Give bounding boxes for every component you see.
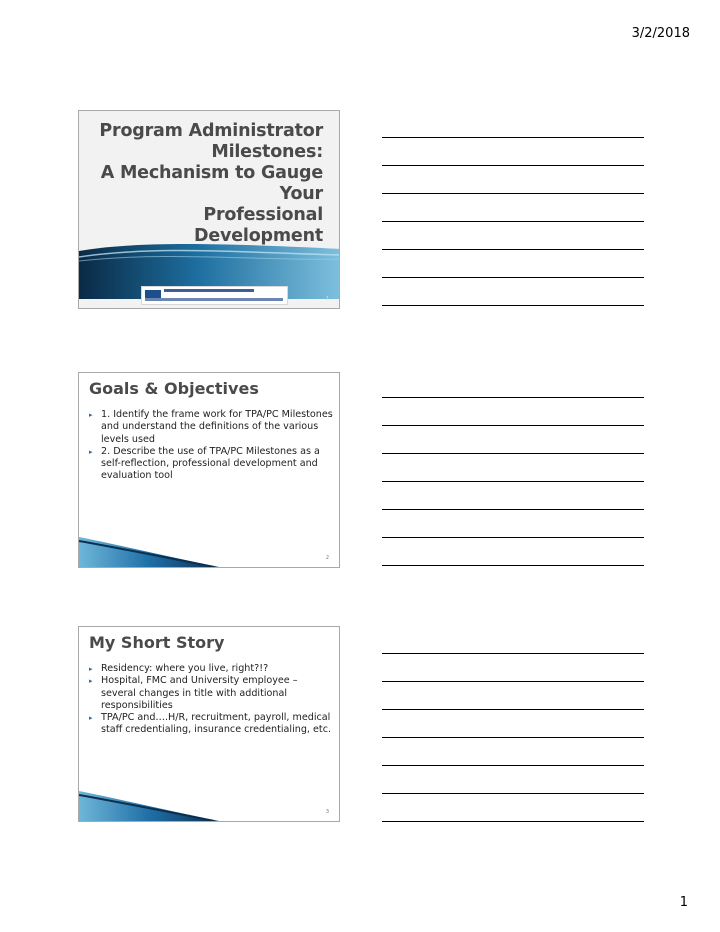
notes-line [382,565,644,566]
notes-line [382,137,644,138]
slide-1-title-line: A Mechanism to Gauge Your [100,163,323,204]
bullet-arrow-icon: ▸ [89,677,93,686]
corner-wave-graphic [79,527,340,567]
notes-line [382,709,644,710]
bullet-arrow-icon: ▸ [89,447,93,456]
slide-3-thumbnail [78,626,340,822]
notes-line [382,193,644,194]
slide-1-title-line: Milestones: [211,142,323,162]
slide-2-thumbnail [78,372,340,568]
slide-2-title: Goals & Objectives [89,379,259,398]
page-number: 1 [679,895,688,910]
bullet-item: ▸ TPA/PC and….H/R, recruitment, payroll, medical staff credentialing, insurance credentialing, etc. [89,712,332,736]
notes-line [382,397,644,398]
notes-line [382,221,644,222]
slide-1-title-line: Professional Development [194,205,323,246]
notes-line [382,737,644,738]
bullet-arrow-icon: ▸ [89,665,93,673]
notes-line [382,765,644,766]
notes-line [382,425,644,426]
corner-wave-graphic [79,781,340,821]
notes-line [382,793,644,794]
notes-line [382,821,644,822]
notes-line [382,509,644,510]
slide-3-title: My Short Story [89,633,225,652]
notes-line [382,537,644,538]
page-date: 3/2/2018 [631,26,690,41]
notes-line [382,453,644,454]
notes-line [382,305,644,306]
slide-1-title-line: Program Administrator [99,121,323,141]
bullet-item: ▸ 2. Describe the use of TPA/PC Milestones as a self-reflection, professional development and evaluation tool [89,445,320,482]
bullet-arrow-icon: ▸ [89,411,93,419]
bullet-item: ▸ Residency: where you live, right?!? [89,663,269,674]
slide-3-bullet-list [89,663,334,737]
bullet-item: ▸ Hospital, FMC and University employee – several changes in title with additional responsibilities [89,675,298,711]
notes-line [382,653,644,654]
slide-2-bullet-list [89,409,334,483]
slide-number: 2 [325,555,329,561]
university-logo [141,286,288,305]
notes-line [382,277,644,278]
notes-line [382,165,644,166]
notes-line [382,249,644,250]
notes-line [382,681,644,682]
bullet-item: ▸ 1. Identify the frame work for TPA/PC Milestones and understand the definitions of the various levels used [89,409,333,445]
slide-number: 3 [325,809,329,815]
slide-1-thumbnail [78,110,340,309]
bullet-arrow-icon: ▸ [89,714,93,723]
notes-line [382,481,644,482]
slide-number: 1 [325,296,329,302]
